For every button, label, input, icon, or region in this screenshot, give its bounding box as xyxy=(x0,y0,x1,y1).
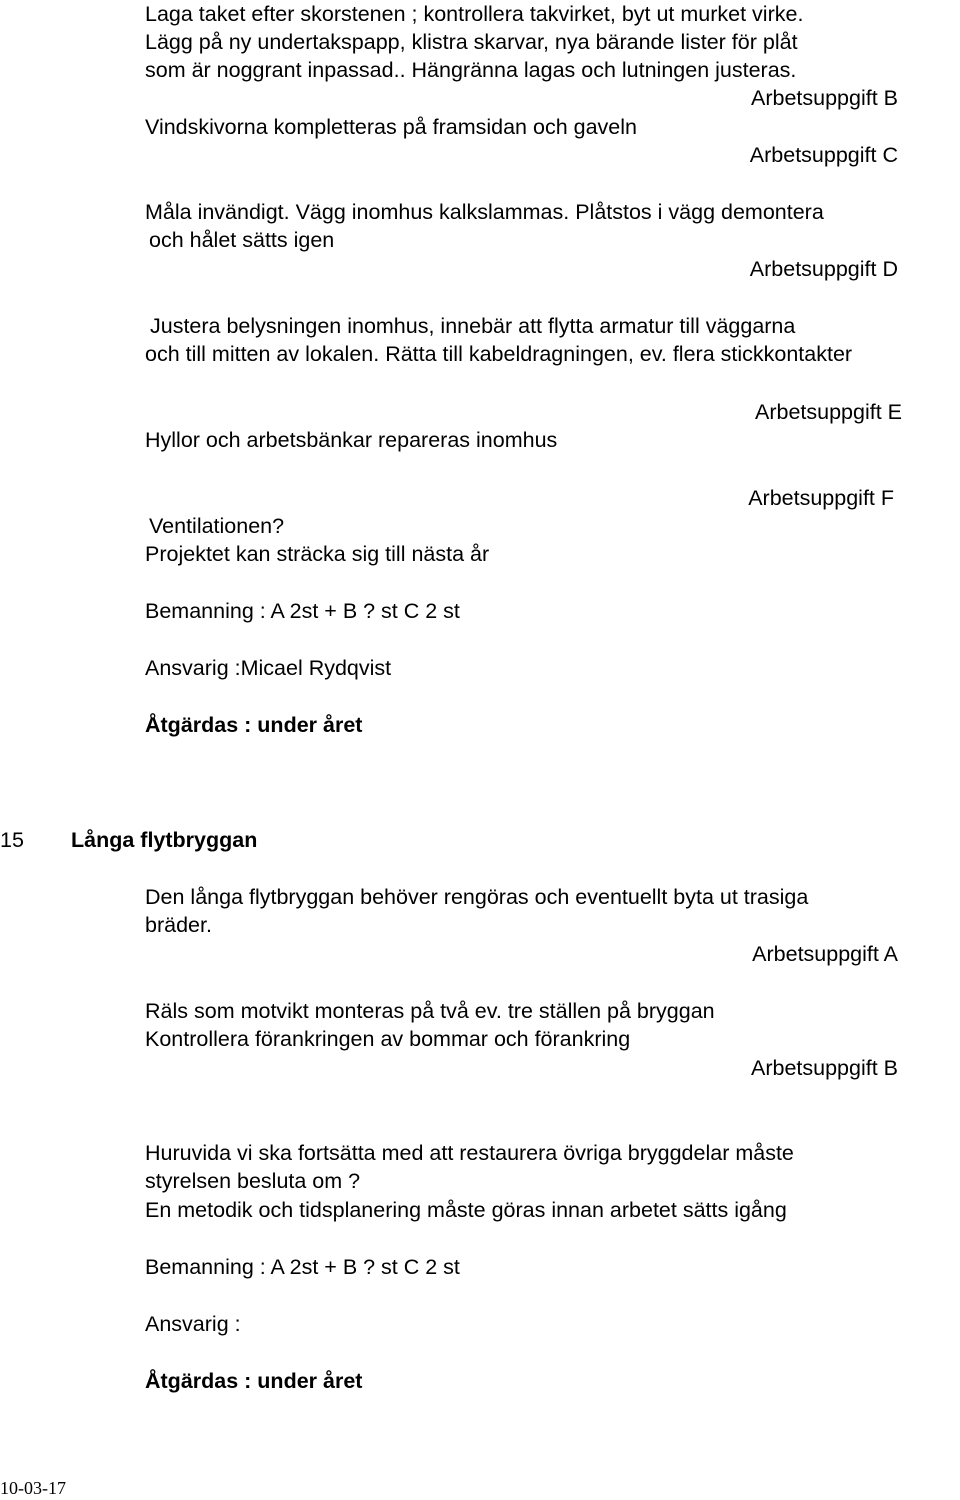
responsible-line: Ansvarig :Micael Rydqvist xyxy=(145,656,392,680)
body-text-line: styrelsen besluta om ? xyxy=(145,1169,361,1193)
body-text-line: Huruvida vi ska fortsätta med att restaurera övriga bryggdelar måste xyxy=(145,1141,794,1165)
task-label: Arbetsuppgift B xyxy=(750,1056,898,1080)
body-text-line: Räls som motvikt monteras på två ev. tre ställen på bryggan xyxy=(145,999,715,1023)
body-text-line: Laga taket efter skorstenen ; kontrollera takvirket, byt ut murket virke. xyxy=(145,2,804,26)
body-text-line: Måla invändigt. Vägg inomhus kalkslammas. Plåtstos i vägg demontera xyxy=(145,200,824,224)
section-title: Långa flytbryggan xyxy=(71,828,258,852)
body-text-line: Vindskivorna kompletteras på framsidan och gaveln xyxy=(145,115,637,139)
body-text-line: Lägg på ny undertakspapp, klistra skarvar, nya bärande lister för plåt xyxy=(145,30,798,54)
task-label: Arbetsuppgift F xyxy=(748,486,894,510)
body-text-line: En metodik och tidsplanering måste göras innan arbetet sätts igång xyxy=(145,1198,787,1222)
task-label: Arbetsuppgift B xyxy=(750,86,898,110)
action-line: Åtgärdas : under året xyxy=(145,713,363,737)
body-text-line: Ventilationen? xyxy=(149,514,285,538)
body-text-line: Kontrollera förankringen av bommar och förankring xyxy=(145,1027,631,1051)
body-text-line: Justera belysningen inomhus, innebär att flytta armatur till väggarna xyxy=(150,314,796,338)
body-text-line: och hålet sätts igen xyxy=(149,228,335,252)
body-text-line: som är noggrant inpassad.. Hängränna lagas och lutningen justeras. xyxy=(145,58,797,82)
task-label: Arbetsuppgift C xyxy=(749,143,898,167)
body-text-line: Projektet kan sträcka sig till nästa år xyxy=(145,542,490,566)
body-text-line: bräder. xyxy=(145,913,212,937)
body-text-line: Hyllor och arbetsbänkar repareras inomhus xyxy=(145,428,558,452)
task-label: Arbetsuppgift E xyxy=(754,400,902,424)
body-text-line: och till mitten av lokalen. Rätta till kabeldragningen, ev. flera stickkontakter xyxy=(145,342,853,366)
body-text-line: Den långa flytbryggan behöver rengöras och eventuellt byta ut trasiga xyxy=(145,885,809,909)
section-number: 15 xyxy=(0,828,24,852)
staffing-line: Bemanning : A 2st + B ? st C 2 st xyxy=(145,1255,460,1279)
staffing-line: Bemanning : A 2st + B ? st C 2 st xyxy=(145,599,460,623)
task-label: Arbetsuppgift A xyxy=(752,942,898,966)
task-label: Arbetsuppgift D xyxy=(749,257,898,281)
responsible-line: Ansvarig : xyxy=(145,1312,241,1336)
action-line: Åtgärdas : under året xyxy=(145,1369,363,1393)
footer-date: 10-03-17 xyxy=(0,1478,66,1498)
